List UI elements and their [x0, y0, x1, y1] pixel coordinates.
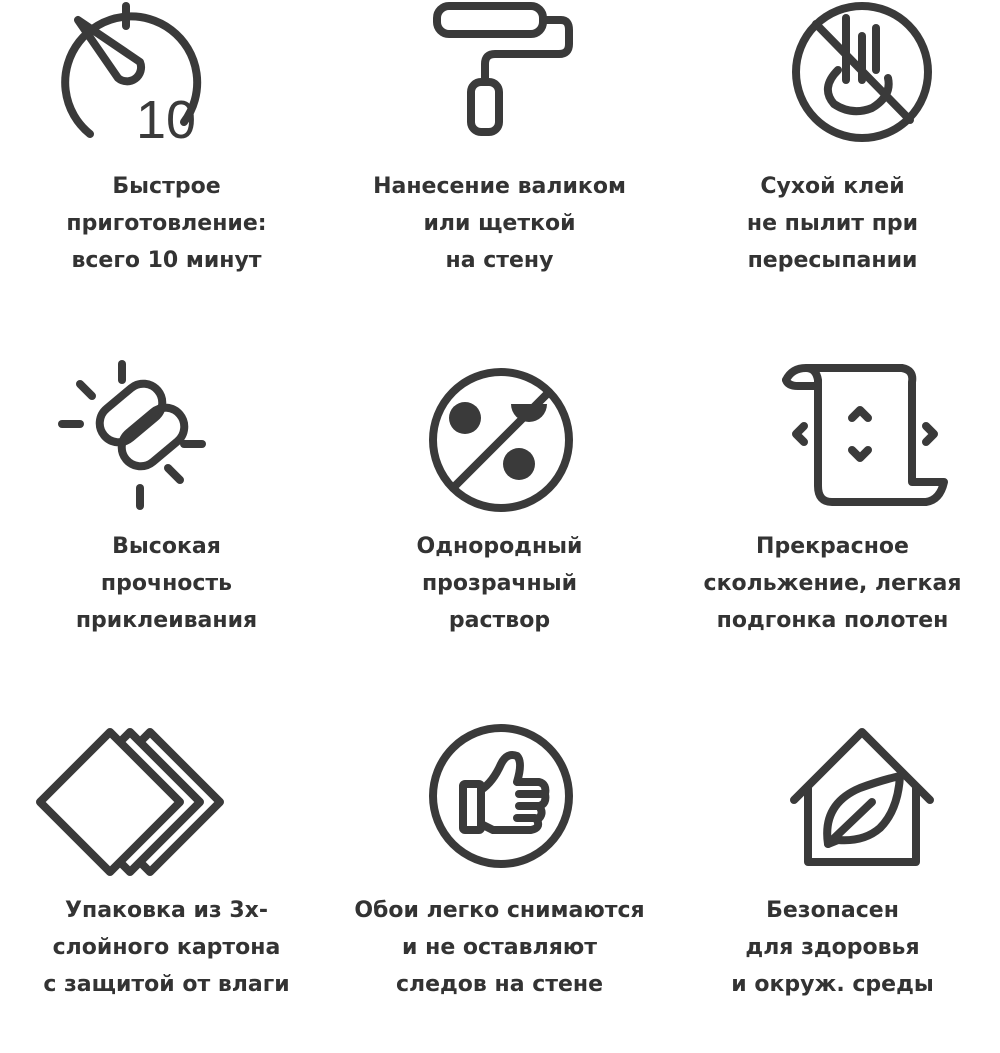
stopwatch-badge: 10	[136, 90, 197, 150]
feature-no-dust	[666, 0, 999, 333]
feature-homogeneous-solution	[333, 360, 666, 693]
caption-line: раствор	[448, 608, 551, 633]
caption-line: прочность	[100, 571, 233, 596]
feature-high-adhesion	[0, 360, 333, 693]
caption-line: следов на стене	[395, 972, 604, 997]
caption-line: не пылит при	[746, 211, 919, 236]
caption-line: Упаковка из 3х-	[65, 898, 268, 923]
feature-three-layer-packaging	[0, 720, 333, 1053]
feature-easy-removal	[333, 720, 666, 1053]
feature-caption	[323, 168, 676, 279]
caption-line: пересыпании	[747, 248, 918, 273]
caption-line: приклеивания	[75, 608, 258, 633]
caption-line: Нанесение валиком	[373, 174, 626, 199]
caption-line: прозрачный	[421, 571, 578, 596]
caption-line: всего 10 минут	[71, 248, 262, 273]
caption-line: и не оставляют	[402, 935, 597, 960]
no-dust-icon	[666, 0, 999, 170]
feature-eco-safe	[666, 720, 999, 1053]
feature-caption	[656, 528, 1000, 639]
feature-caption	[0, 168, 343, 279]
caption-line: приготовление:	[66, 211, 267, 236]
caption-line: на стену	[445, 248, 554, 273]
layered-cardboard-icon	[0, 720, 333, 890]
feature-caption	[0, 892, 343, 1003]
caption-line: и окруж. среды	[731, 972, 934, 997]
feature-easy-sliding	[666, 360, 999, 693]
caption-line: Обои легко снимаются	[354, 898, 645, 923]
caption-line: Сухой клей	[760, 174, 905, 199]
caption-line: для здоровья	[745, 935, 920, 960]
feature-caption	[0, 528, 343, 639]
caption-line: или щеткой	[423, 211, 576, 236]
caption-line: Однородный	[416, 534, 583, 559]
caption-line: Безопасен	[766, 898, 899, 923]
caption-line: Прекрасное	[756, 534, 909, 559]
stopwatch-10-icon	[0, 0, 333, 170]
caption-line: слойного картона	[52, 935, 281, 960]
feature-quick-preparation	[0, 0, 333, 333]
wallpaper-roll-icon	[666, 360, 999, 530]
feature-caption	[323, 892, 676, 1003]
caption-line: Быстрое	[112, 174, 221, 199]
feature-caption	[656, 168, 1000, 279]
chain-link-icon	[0, 360, 333, 530]
caption-line: подгонка полотен	[716, 608, 949, 633]
eco-house-leaf-icon	[666, 720, 999, 890]
feature-caption	[323, 528, 676, 639]
no-lumps-icon	[333, 360, 666, 530]
thumbs-up-icon	[333, 720, 666, 890]
paint-roller-icon	[333, 0, 666, 170]
caption-line: с защитой от влаги	[43, 972, 290, 997]
caption-line: Высокая	[112, 534, 221, 559]
feature-roller-application	[333, 0, 666, 333]
caption-line: скольжение, легкая	[703, 571, 962, 596]
feature-caption	[656, 892, 1000, 1003]
